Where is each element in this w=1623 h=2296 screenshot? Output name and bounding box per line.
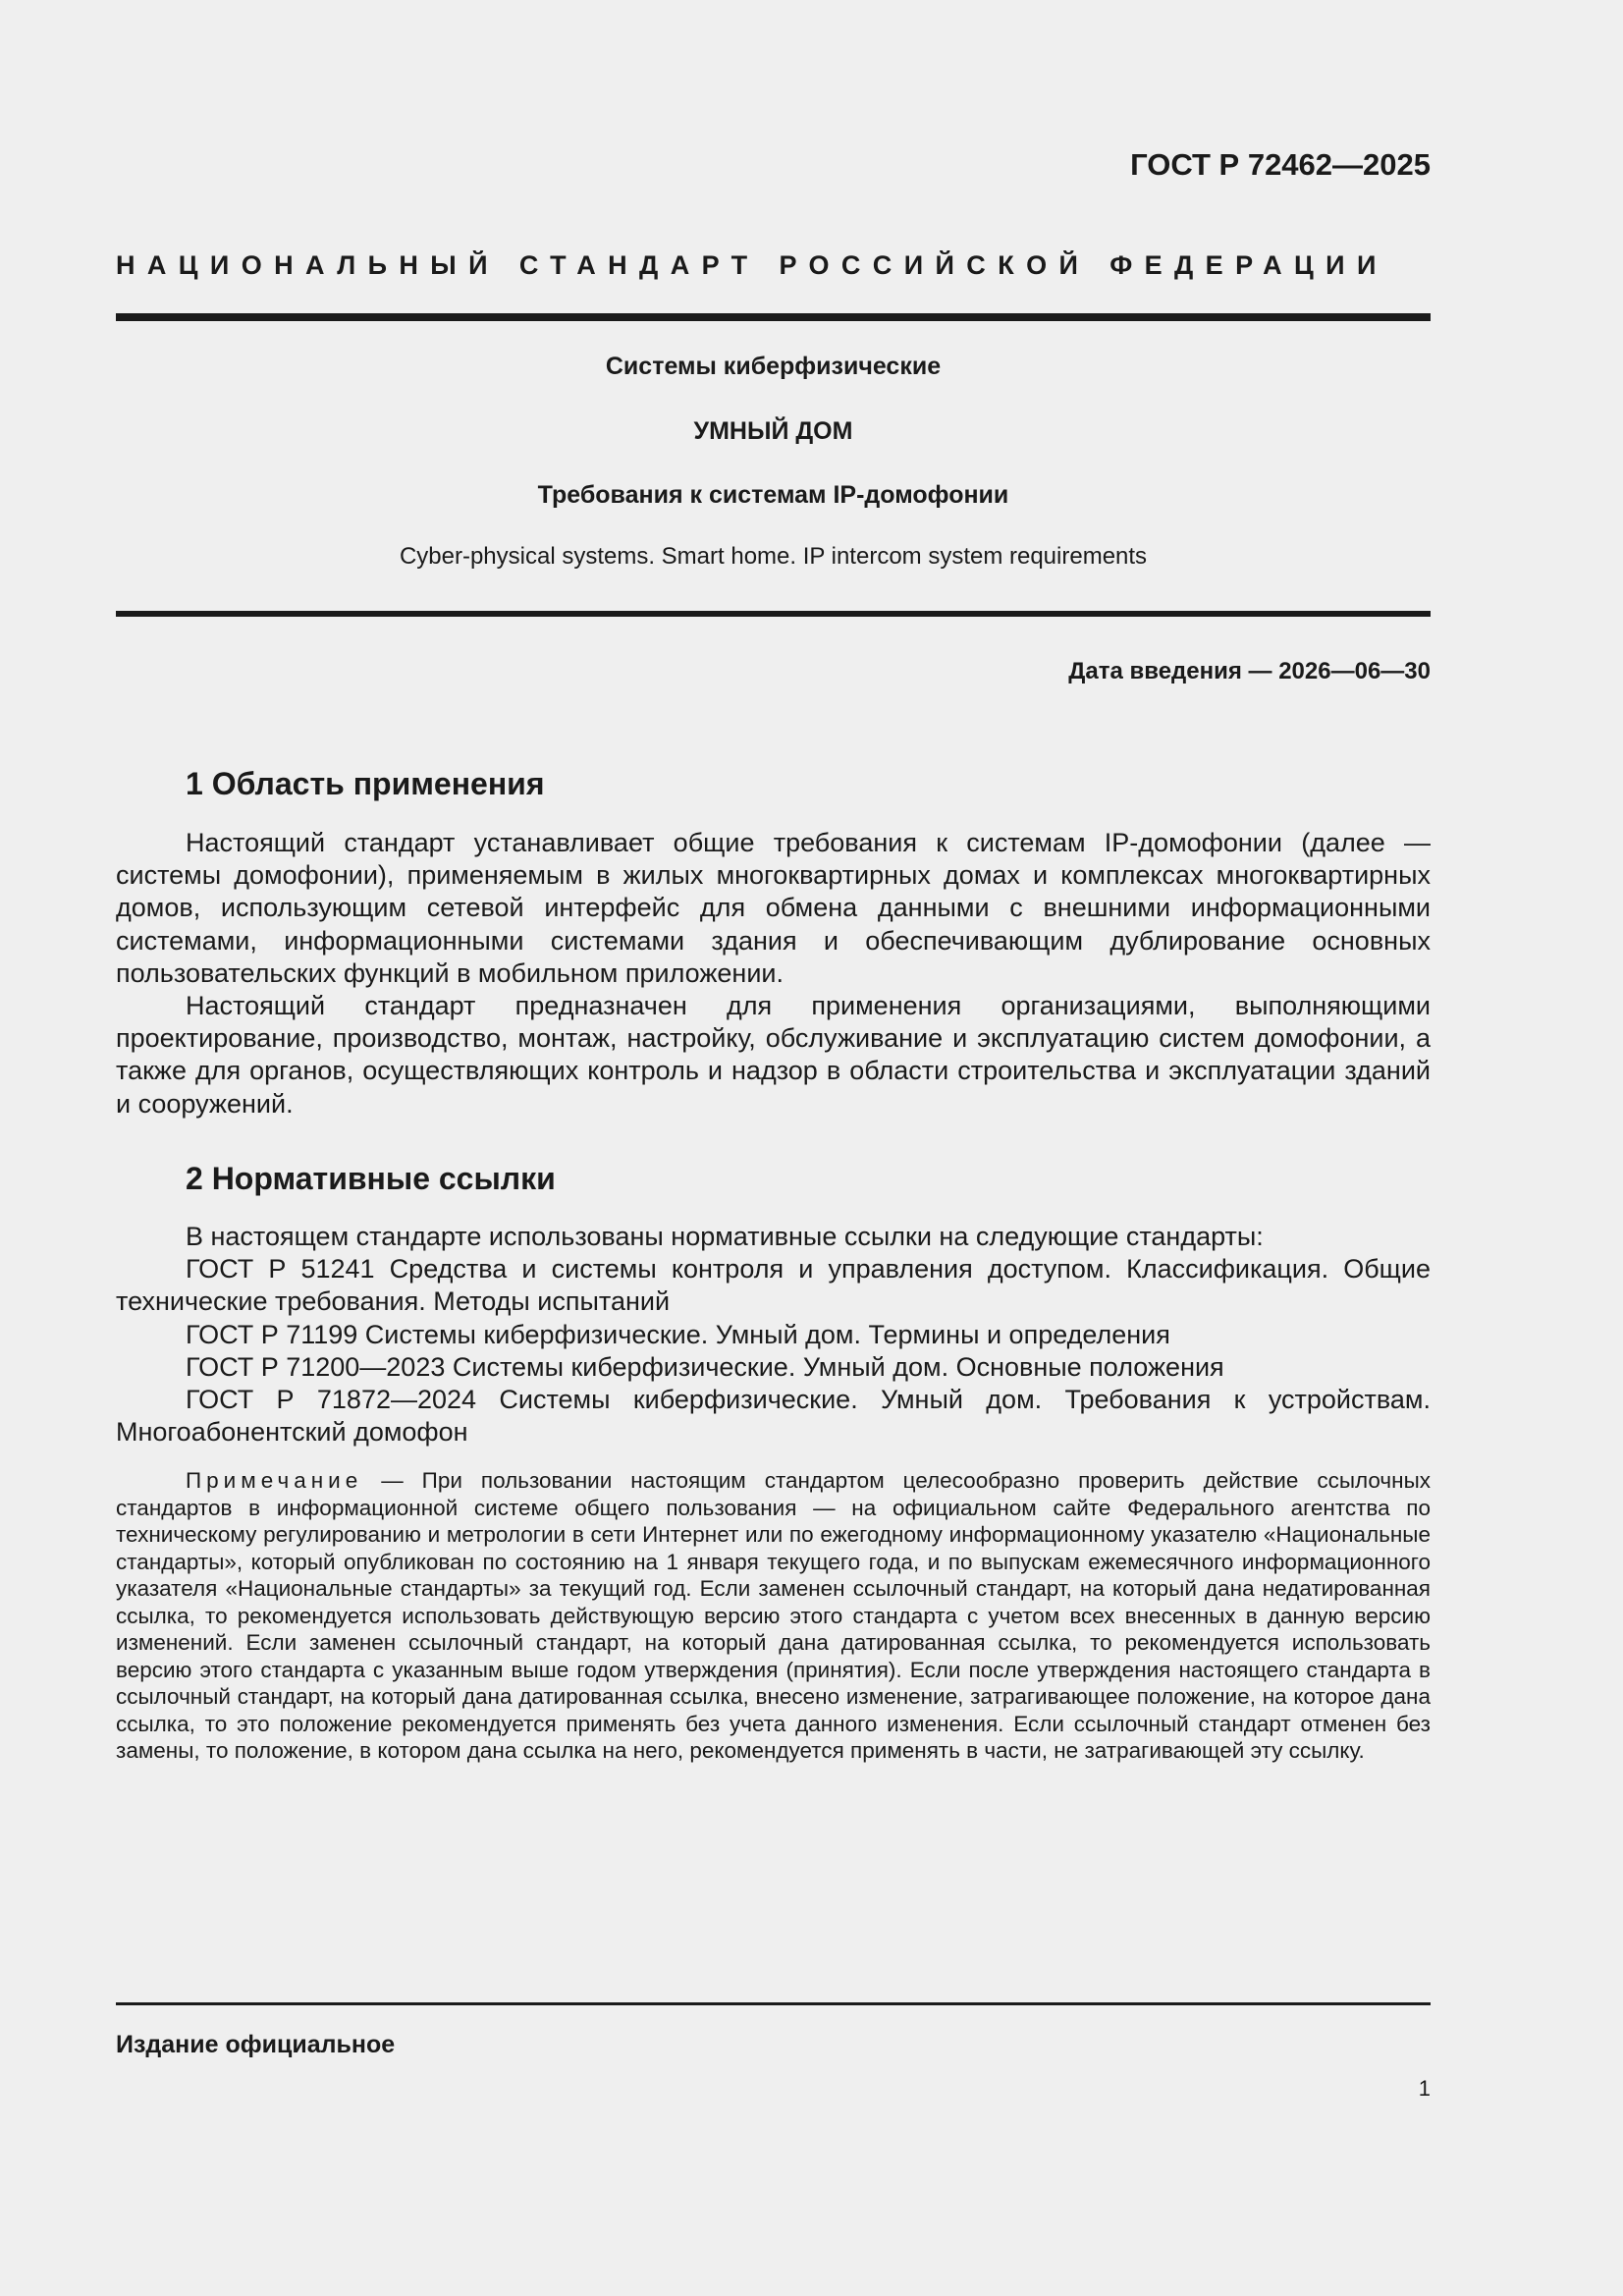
note-text: — При пользовании настоящим стандартом целесообразно проверить действие ссылочных стандартов в информационной системе общего пользования — на официальном сайте Федерального агентства по техническому регулированию и метрологии в сети Интернет или по ежегодному информационному указателю «Национальные стандарты», который опубликован по состоянию на 1 января текущего года, и по выпускам ежемесячного информационного указателя «Национальные стандарты» за текущий год. Если заменен ссылочный стандарт, на который дана недатированная ссылка, то рекомендуется использовать действующую версию этого стандарта с учетом всех внесенных в данную версию изменений. Если заменен ссылочный стандарт, на который дана датированная ссылка, то рекомендуется использовать версию этого стандарта с указанным выше годом утверждения (принятия). Если после утверждения настоящего стандарта в ссылочный стандарт, на который дана датированная ссылка, внесено изменение, затрагивающее положение, на которое дана ссылка, то это положение рекомендуется применять без учета данного изменения. Если ссылочный стандарт отменен без замены, то положение, в котором дана ссылка на него, рекомендуется применять в части, не затрагивающей эту ссылку.: [116, 1468, 1431, 1763]
reference-item: ГОСТ Р 71199 Системы киберфизические. Умный дом. Термины и определения: [186, 1319, 1170, 1349]
official-edition-label: Издание официальное: [116, 2031, 396, 2058]
title-line-3: Требования к системам IP-домофонии: [537, 481, 1009, 509]
reference-item: ГОСТ Р 71200—2023 Системы киберфизические. Умный дом. Основные положения: [186, 1351, 1224, 1382]
page-number: 1: [1418, 2076, 1431, 2101]
section-1-paragraph: Настоящий стандарт устанавливает общие требования к системам IP-домофонии (далее — системы домофонии), применяемым в жилых многоквартирных домах и комплексах многоквартирных домов, использующим сетевой интерфейс для обмена данными с внешними информационными системами, информационными системами здания и обеспечивающим дублирование основных пользовательских функций в мобильном приложении.: [116, 828, 1431, 988]
title-line-1: Системы киберфизические: [605, 353, 942, 380]
title-line-2: УМНЫЙ ДОМ: [693, 417, 853, 445]
section-2-body: [116, 1221, 1431, 1449]
standard-designation: ГОСТ Р 72462—2025: [1130, 147, 1431, 182]
section-1-body: [116, 827, 1431, 1121]
note: [116, 1467, 1431, 1765]
note-label: Примечание: [186, 1468, 363, 1493]
footer-rule: [116, 2002, 1431, 2005]
reference-item: ГОСТ Р 71872—2024 Системы киберфизические. Умный дом. Требования к устройствам. Многоабонентский домофон: [116, 1385, 1431, 1448]
reference-item: ГОСТ Р 51241 Средства и системы контроля и управления доступом. Классификация. Общие технические требования. Методы испытаний: [116, 1254, 1431, 1317]
national-standard-banner: НАЦИОНАЛЬНЫЙ СТАНДАРТ РОССИЙСКОЙ ФЕДЕРАЦИИ: [116, 250, 1388, 280]
title-rule: [116, 611, 1431, 617]
english-title: Cyber-physical systems. Smart home. IP intercom system requirements: [399, 543, 1148, 570]
section-2-heading: 2 Нормативные ссылки: [186, 1161, 556, 1196]
section-1-paragraph: Настоящий стандарт предназначен для применения организациями, выполняющими проектирование, производство, монтаж, настройку, обслуживание и эксплуатацию систем домофонии, а также для органов, осуществляющих контроль и надзор в области строительства и эксплуатации зданий и сооружений.: [116, 991, 1431, 1119]
section-1-heading: 1 Область применения: [186, 766, 545, 801]
top-rule: [116, 313, 1431, 321]
introduction-date: Дата введения — 2026—06—30: [1068, 658, 1431, 684]
references-intro: В настоящем стандарте использованы нормативные ссылки на следующие стандарты:: [186, 1222, 1264, 1251]
